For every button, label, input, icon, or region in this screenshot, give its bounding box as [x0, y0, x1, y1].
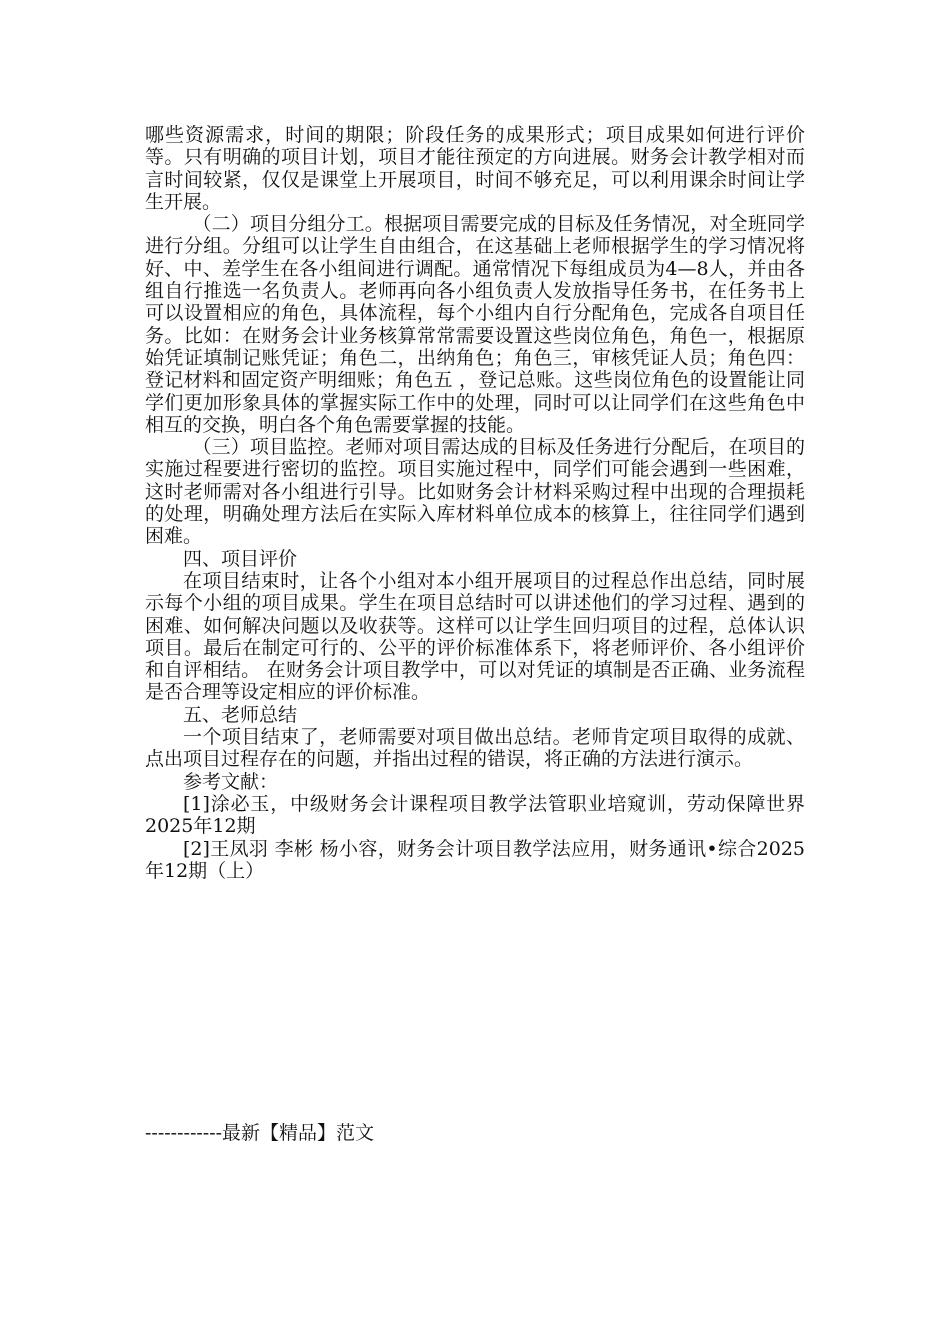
- body-text: [145, 124, 805, 882]
- footer-tagline: ------------最新【精品】范文: [145, 1122, 375, 1144]
- reference-item-1: [1]涂必玉，中级财务会计课程项目教学法管职业培窥训，劳动保障世界2025年12期: [145, 792, 805, 838]
- heading-teacher-summary: 五、老师总结: [183, 703, 298, 726]
- paragraph-project-grouping: （二）项目分组分工。根据项目需要完成的目标及任务情况，对全班同学进行分组。分组可以让学生自由组合，在这基础上老师根据学生的学习情况将好、中、差学生在各小组间进行调配。通常情况下每组成员为4—8人，并由各组自行推选一名负责人。老师再向各小组负责人发放指导任务书，在任务书上可以设置相应的角色，具体流程，每个小组内自行分配角色，完成各自项目任务。比如：在财务会计业务核算常常需要设置这些岗位角色，角色一，根据原始凭证填制记账凭证；角色二，出纳角色；角色三，审核凭证人员；角色四：登记材料和固定资产明细账；角色五 ，登记总账。这些岗位角色的设置能让同学们更加形象具体的掌握实际工作中的处理，同时可以让同学们在这些角色中相互的交换，明白各个角色需要掌握的技能。: [145, 213, 805, 436]
- paragraph-continuation: 哪些资源需求，时间的期限；阶段任务的成果形式；项目成果如何进行评价等。只有明确的项目计划，项目才能往预定的方向进展。财务会计教学相对而言时间较紧，仅仅是课堂上开展项目，时间不够充足，可以利用课余时间让学生开展。: [145, 124, 805, 213]
- heading-project-evaluation: 四、项目评价: [183, 547, 298, 570]
- reference-item-2: [2]王凤羽 李彬 杨小容，财务会计项目教学法应用，财务通讯•综合2025年12期（上）: [145, 837, 805, 882]
- paragraph-project-monitoring: （三）项目监控。老师对项目需达成的目标及任务进行分配后，在项目的实施过程要进行密切的监控。项目实施过程中，同学们可能会遇到一些困难，这时老师需对各小组进行引导。比如财务会计材料采购过程中出现的合理损耗的处理，明确处理方法后在实际入库材料单位成本的核算上，往往同学们遇到困难。: [145, 436, 805, 548]
- heading-references: 参考文献：: [183, 770, 279, 793]
- paragraph-teacher-summary: 一个项目结束了，老师需要对项目做出总结。老师肯定项目取得的成就、点出项目过程存在的问题，并指出过程的错误，将正确的方法进行演示。: [145, 726, 805, 771]
- paragraph-project-evaluation: 在项目结束时，让各个小组对本小组开展项目的过程总作出总结，同时展示每个小组的项目成果。学生在项目总结时可以讲述他们的学习过程、遇到的困难、如何解决问题以及收获等。这样可以让学生回归项目的过程，总体认识项目。最后在制定可行的、公平的评价标准体系下，将老师评价、各小组评价和自评相结。 在财务会计项目教学中，可以对凭证的填制是否正确、业务流程是否合理等设定相应的评价标准。: [145, 569, 805, 704]
